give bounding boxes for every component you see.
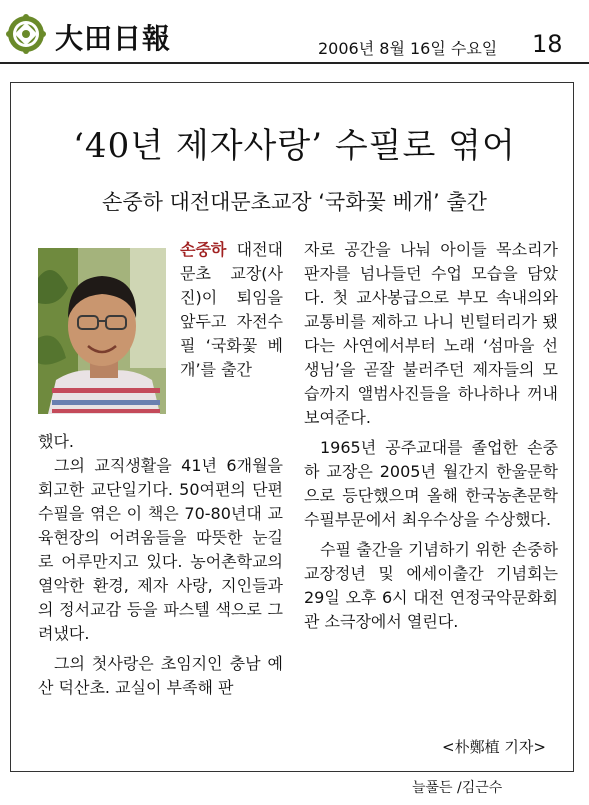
article-paragraph: 수필 출간을 기념하기 위한 손중하 교장정년 및 에세이출간 기념회는 29일 오후 6시 대전 연정국악문화회관 소극장에서 열린다. (304, 540, 558, 631)
lead-continuation: 했다. (38, 432, 74, 451)
portrait-photo (38, 248, 166, 414)
article-paragraph: 자로 공간을 나눠 아이들 목소리가 판자를 넘나들던 수업 모습을 담았다. 첫 교사봉급으로 부모 속내의와 교통비를 제하고 나니 빈털터리가 됐다는 사연에서부터 노래 ‘섬마을 선생님’을 곧잘 불러주던 제자들의 모습까지 앨범사진들을 하나하나 꺼내 보여준다. (304, 240, 558, 427)
issue-date: 2006년 8월 16일 수요일 (318, 39, 498, 58)
article-headline: ‘40년 제자사랑’ 수필로 엮어 (73, 126, 516, 166)
newspaper-title: 大田日報 (55, 22, 172, 55)
masthead (0, 0, 589, 62)
masthead-divider (0, 62, 589, 64)
subject-name: 손중하 (180, 240, 227, 259)
article-subheadline: 손중하 대전대문초교장 ‘국화꽃 베개’ 출간 (102, 190, 487, 214)
article-left-column (38, 430, 283, 700)
page-number: 18 (532, 30, 563, 58)
newspaper-logo-icon (6, 14, 46, 54)
lead-text: 대전대문초 교장(사진)이 퇴임을 앞두고 자전수필 ‘국화꽃 베개’를 출간 (180, 240, 283, 379)
photo-credit: 늘풀든 /김근수 (412, 780, 503, 796)
lead-paragraph-wrap (180, 238, 283, 382)
article-right-column (304, 238, 558, 634)
reporter-byline: <朴鄭植 기자> (442, 738, 546, 756)
article-paragraph: 그의 첫사랑은 초임지인 충남 예산 덕산초. 교실이 부족해 판 (38, 654, 283, 697)
article-paragraph: 그의 교직생활을 41년 6개월을 회고한 교단일기다. 50여편의 단편수필을 엮은 이 책은 70-80년대 교육현장의 어려움들을 따뜻한 눈길로 어루만지고 있다. 농어촌학교의 열악한 환경, 제자 사랑, 지인들과의 정서교감 등을 파스텔 색으로 그려냈다. (38, 456, 283, 643)
article-paragraph: 1965년 공주교대를 졸업한 손중하 교장은 2005년 월간지 한울문학으로 등단했으며 올해 한국농촌문학 수필부문에서 최우수상을 수상했다. (304, 438, 558, 529)
